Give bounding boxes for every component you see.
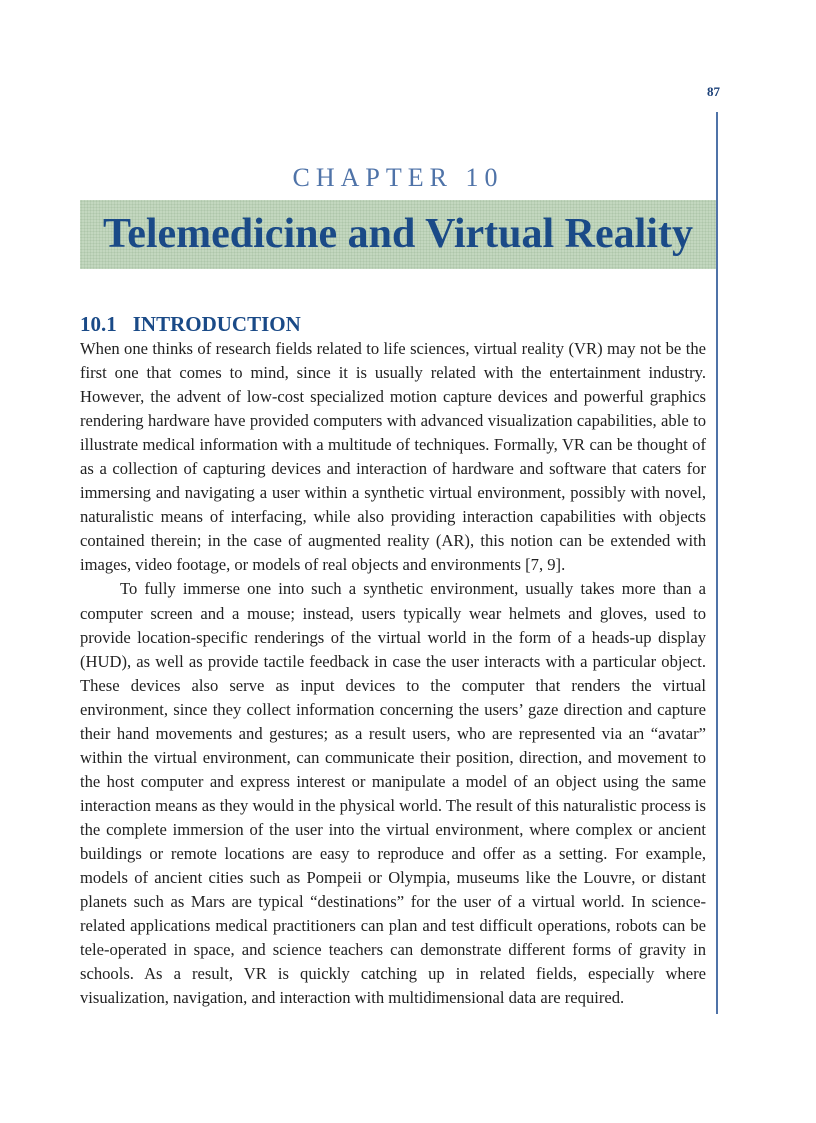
- chapter-label: CHAPTER 10: [292, 163, 504, 192]
- paragraph-1: When one thinks of research fields related to life sciences, virtual reality (VR) may not be the first one that comes to mind, since it is usually related with the entertainment industry. However, the advent of low-cost specialized motion capture devices and powerful graphics rendering hardware have provided computers with advanced visualization capabilities, able to illustrate medical information with a multitude of techniques. Formally, VR can be thought of as a collection of capturing devices and interaction of hardware and software that caters for immersing and navigating a user within a synthetic virtual environment, possibly with novel, naturalistic means of interfacing, while also providing interaction capabilities with objects contained therein; in the case of augmented reality (AR), this notion can be extended with images, video footage, or models of real objects and environments [7, 9].: [80, 339, 706, 575]
- section-heading: [80, 312, 301, 337]
- section-title: INTRODUCTION: [132, 312, 301, 336]
- chapter-title: Telemedicine and Virtual Reality: [103, 211, 693, 257]
- paragraph-2: To fully immerse one into such a synthetic environment, usually takes more than a computer screen and a mouse; instead, users typically wear helmets and gloves, used to provide location-specific renderings of the virtual world in the form of a heads-up display (HUD), as well as provide tactile feedback in case the user interacts with a particular object. These devices also serve as input devices to the computer that renders the virtual environment, since they collect information concerning the users’ gaze direction and capture their hand movements and gestures; as a result users, who are represented via an “avatar” within the virtual environment, can communicate their position, direction, and movement to the host computer and express interest or manipulate a model of an object using the same interaction means as they would in the physical world. The result of this naturalistic process is the complete immersion of the user into the virtual environment, where complex or ancient buildings or remote locations are easy to reproduce and offer as a setting. For example, models of ancient cities such as Pompeii or Olympia, museums like the Louvre, or distant planets such as Mars are typical “destinations” for the user of a virtual world. In science-related applications medical practitioners can plan and test difficult operations, robots can be tele-operated in space, and science teachers can demonstrate different forms of gravity in schools. As a result, VR is quickly catching up in related fields, especially where visualization, navigation, and interaction with multidimensional data are required.: [80, 579, 706, 1008]
- body-text: [80, 337, 706, 1010]
- margin-rule: [716, 112, 718, 1014]
- page-number: 87: [707, 84, 720, 99]
- section-number: 10.1: [80, 312, 117, 336]
- chapter-title-band: [80, 200, 716, 269]
